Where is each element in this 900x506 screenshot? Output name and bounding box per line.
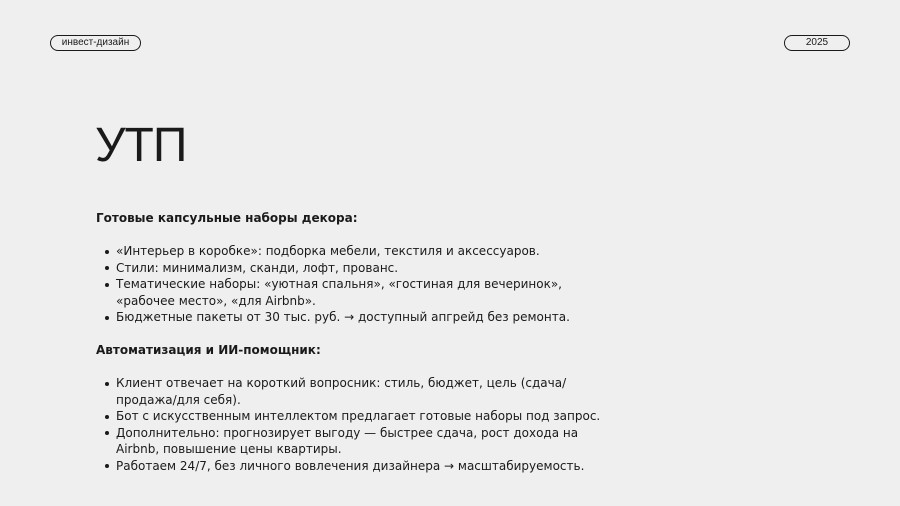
list-item: Дополнительно: прогнозирует выгоду — быстрее сдача, рост дохода на Airbnb, повышение цены квартиры. bbox=[116, 425, 616, 458]
brand-badge: инвест-дизайн bbox=[50, 35, 141, 51]
slide-content bbox=[96, 210, 616, 491]
decor-sets-list bbox=[96, 243, 616, 326]
list-item: Стили: минимализм, сканди, лофт, прованс. bbox=[116, 260, 616, 277]
automation-list bbox=[96, 375, 616, 474]
list-item: Бот с искусственным интеллектом предлагает готовые наборы под запрос. bbox=[116, 408, 616, 425]
list-item: Тематические наборы: «уютная спальня», «гостиная для вечеринок», «рабочее место», «для Airbnb». bbox=[116, 276, 616, 309]
list-item: «Интерьер в коробке»: подборка мебели, текстиля и аксессуаров. bbox=[116, 243, 616, 260]
list-item: Работаем 24/7, без личного вовлечения дизайнера → масштабируемость. bbox=[116, 458, 616, 475]
slide-title: УТП bbox=[95, 119, 187, 172]
section-heading-automation: Автоматизация и ИИ-помощник: bbox=[96, 343, 321, 357]
list-item: Бюджетные пакеты от 30 тыс. руб. → доступный апгрейд без ремонта. bbox=[116, 309, 616, 326]
section-heading-decor-sets: Готовые капсульные наборы декора: bbox=[96, 211, 358, 225]
year-badge: 2025 bbox=[784, 35, 850, 51]
list-item: Клиент отвечает на короткий вопросник: стиль, бюджет, цель (сдача/продажа/для себя). bbox=[116, 375, 616, 408]
